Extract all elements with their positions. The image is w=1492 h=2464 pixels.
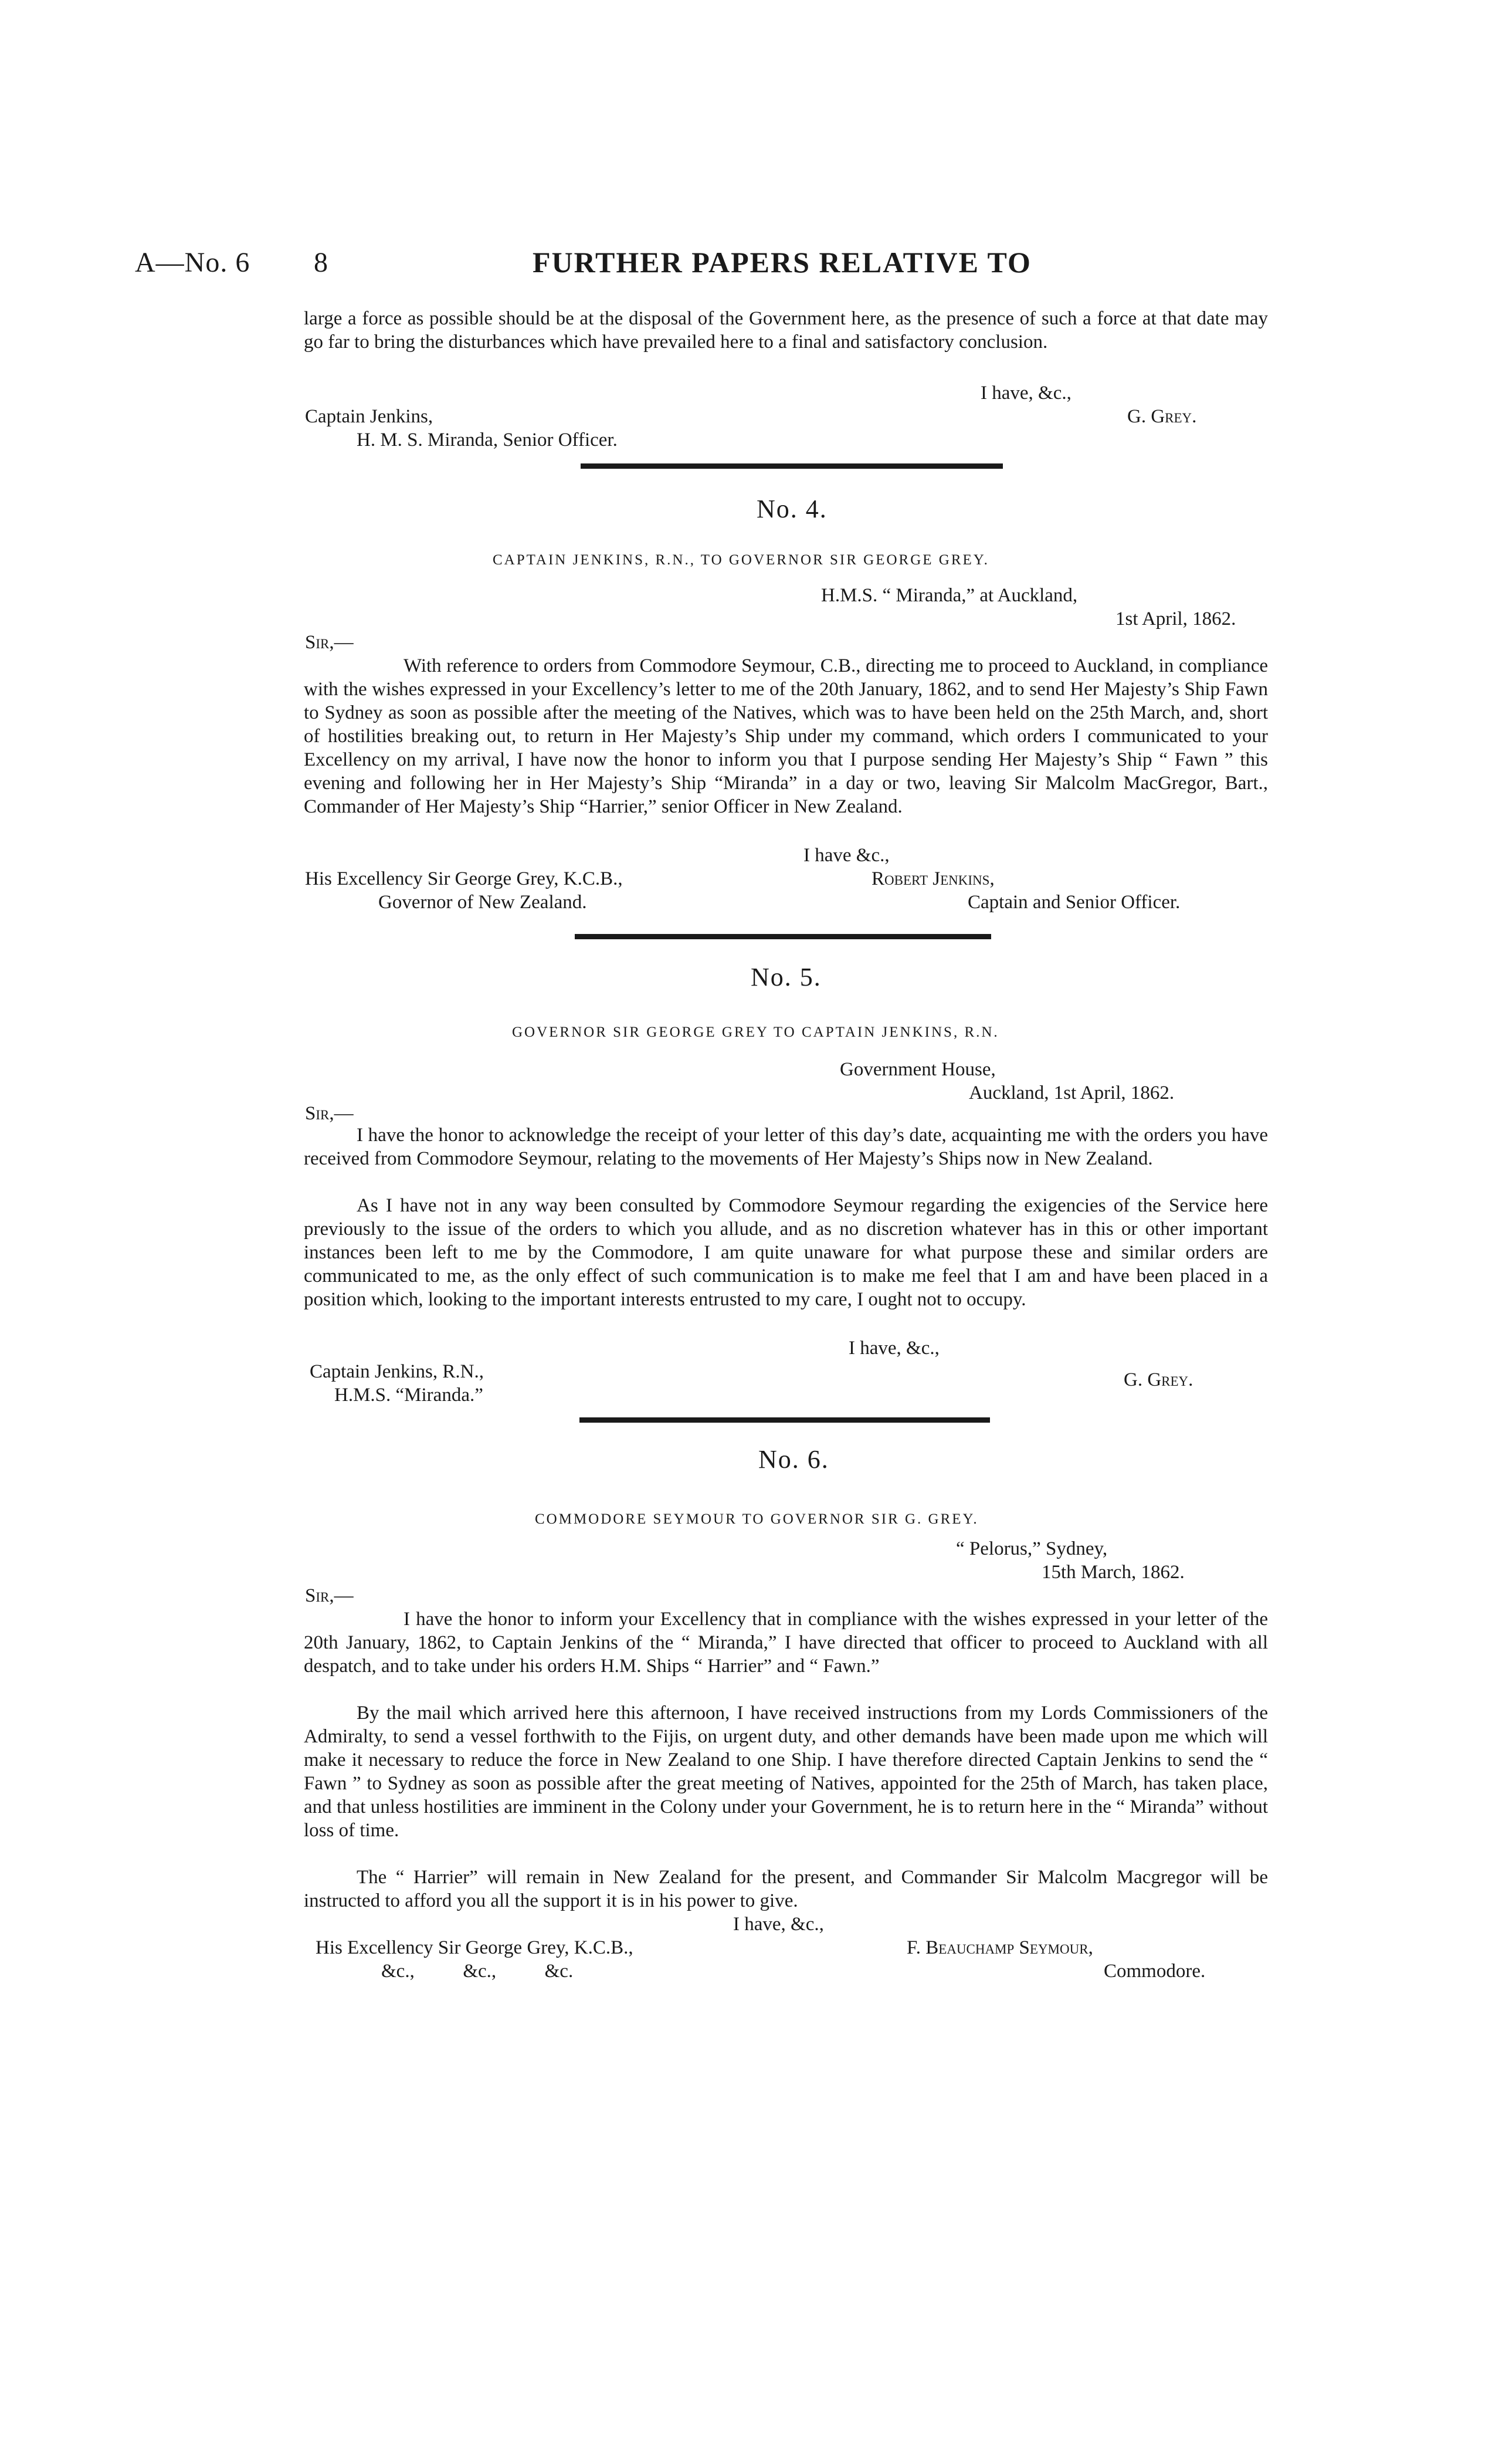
letter5-salutation: Sir,— xyxy=(305,1103,354,1124)
letter6-body-3: The “ Harrier” will remain in New Zealand for the present, and Commander Sir Malcolm Macgregor will be instructed to afford you all the support it is in his power to give. xyxy=(304,1867,1268,1911)
letter6-closing: I have, &c., xyxy=(733,1914,824,1935)
letter3-signature: G. Grey. xyxy=(1127,406,1197,427)
letter6-signature-title: Commodore. xyxy=(1104,1961,1206,1982)
letter5-closing: I have, &c., xyxy=(849,1338,940,1359)
letter6-subject: COMMODORE SEYMOUR TO GOVERNOR SIR G. GREY. xyxy=(535,1511,979,1527)
letter3-addressee-title: H. M. S. Miranda, Senior Officer. xyxy=(357,429,618,451)
letter4-date: 1st April, 1862. xyxy=(1115,608,1236,629)
series-number: A—No. 6 xyxy=(135,247,250,278)
letter4-addressee: His Excellency Sir George Grey, K.C.B., xyxy=(305,868,623,889)
letter5-addressee-title: H.M.S. “Miranda.” xyxy=(334,1385,483,1406)
letter4-number: No. 4. xyxy=(757,495,828,523)
section-divider xyxy=(575,934,991,939)
letter6-date: 15th March, 1862. xyxy=(1042,1562,1185,1583)
letter5-addressee: Captain Jenkins, R.N., xyxy=(310,1361,484,1382)
letter6-addressee-etc: &c., &c., &c. xyxy=(381,1961,574,1982)
letter5-place: Government House, xyxy=(840,1059,996,1080)
letter3-closing: I have, &c., xyxy=(981,383,1071,404)
letter4-body: With reference to orders from Commodore Seymour, C.B., directing me to proceed to Auckland, in compliance with the wishes expressed in your Excellency’s letter to me of the 20th January, 1862, and to send Her Majesty’s Ship Fawn to Sydney as soon as possible after the meeting of the Natives, which was to have been held on the 25th March, and, short of hostilities breaking out, to return in Her Majesty’s Ship under my command, which orders I communicated to your Excellency on my arrival, I have now the honor to inform you that I purpose sending Her Majesty’s Ship “ Fawn ” this evening and following her in Her Majesty’s Ship “Miranda” in a day or two, leaving Sir Malcolm MacGregor, Bart., Commander of Her Majesty’s Ship “Harrier,” senior Officer in New Zealand. xyxy=(304,655,1268,817)
letter5-subject: GOVERNOR SIR GEORGE GREY TO CAPTAIN JENKINS, R.N. xyxy=(512,1024,999,1040)
letter6-number: No. 6. xyxy=(758,1445,829,1474)
letter6-signature: F. Beauchamp Seymour, xyxy=(907,1937,1093,1958)
letter5-body-1: I have the honor to acknowledge the receipt of your letter of this day’s date, acquainting me with the orders you have received from Commodore Seymour, relating to the movements of Her Majesty’s Ships now in New Zealand. xyxy=(304,1125,1268,1169)
letter4-place: H.M.S. “ Miranda,” at Auckland, xyxy=(821,585,1078,606)
letter5-body-2: As I have not in any way been consulted by Commodore Seymour regarding the exigencies of the Service here previously to the issue of the orders to which you allude, and as no discretion whatever has in this or other important instances been left to me by the Commodore, I am quite unaware for what purpose these and similar orders are communicated to me, as the only effect of such communication is to make me feel that I am and have been placed in a position which, looking to the important interests entrusted to my care, I ought not to occupy. xyxy=(304,1195,1268,1310)
page-title: FURTHER PAPERS RELATIVE TO xyxy=(533,246,1032,279)
letter5-number: No. 5. xyxy=(751,963,822,991)
letter4-salutation: Sir,— xyxy=(305,632,354,653)
letter6-body-1: I have the honor to inform your Excellency that in compliance with the wishes expressed in your letter of the 20th January, 1862, to Captain Jenkins of the “ Miranda,” I have directed that officer to proceed to Auckland with all despatch, and to take under his orders H.M. Ships “ Harrier” and “ Fawn.” xyxy=(304,1609,1268,1677)
letter3-continuation: large a force as possible should be at the disposal of the Government here, as the presence of such a force at that date may go far to bring the disturbances which have prevailed here to a final and satisfactory conclusion. xyxy=(304,308,1268,353)
letter5-date: Auckland, 1st April, 1862. xyxy=(969,1082,1175,1104)
letter6-place: “ Pelorus,” Sydney, xyxy=(956,1538,1108,1559)
letter6-addressee: His Excellency Sir George Grey, K.C.B., xyxy=(316,1937,633,1958)
letter4-addressee-title: Governor of New Zealand. xyxy=(378,892,587,913)
section-divider xyxy=(579,1417,990,1423)
page-number: 8 xyxy=(314,247,328,278)
letter4-signature-title: Captain and Senior Officer. xyxy=(968,892,1181,913)
letter4-closing: I have &c., xyxy=(803,845,890,866)
letter6-body-2: By the mail which arrived here this afternoon, I have received instructions from my Lords Commissioners of the Admiralty, to send a vessel forthwith to the Fijis, on urgent duty, and other demands have been made upon me which will make it necessary to reduce the force in New Zealand to one Ship. I have therefore directed Captain Jenkins to send the “ Fawn ” to Sydney as soon as possible after the great meeting of Natives, appointed for the 25th of March, has taken place, and that unless hostilities are imminent in the Colony under your Government, he is to return here in the “ Miranda” without loss of time. xyxy=(304,1703,1268,1841)
letter3-addressee: Captain Jenkins, xyxy=(305,406,433,427)
letter6-salutation: Sir,— xyxy=(305,1585,354,1606)
letter5-signature: G. Grey. xyxy=(1124,1369,1193,1390)
letter4-subject: CAPTAIN JENKINS, R.N., TO GOVERNOR SIR GEORGE GREY. xyxy=(493,552,989,568)
letter4-signature: Robert Jenkins, xyxy=(872,868,995,889)
section-divider xyxy=(581,463,1003,469)
